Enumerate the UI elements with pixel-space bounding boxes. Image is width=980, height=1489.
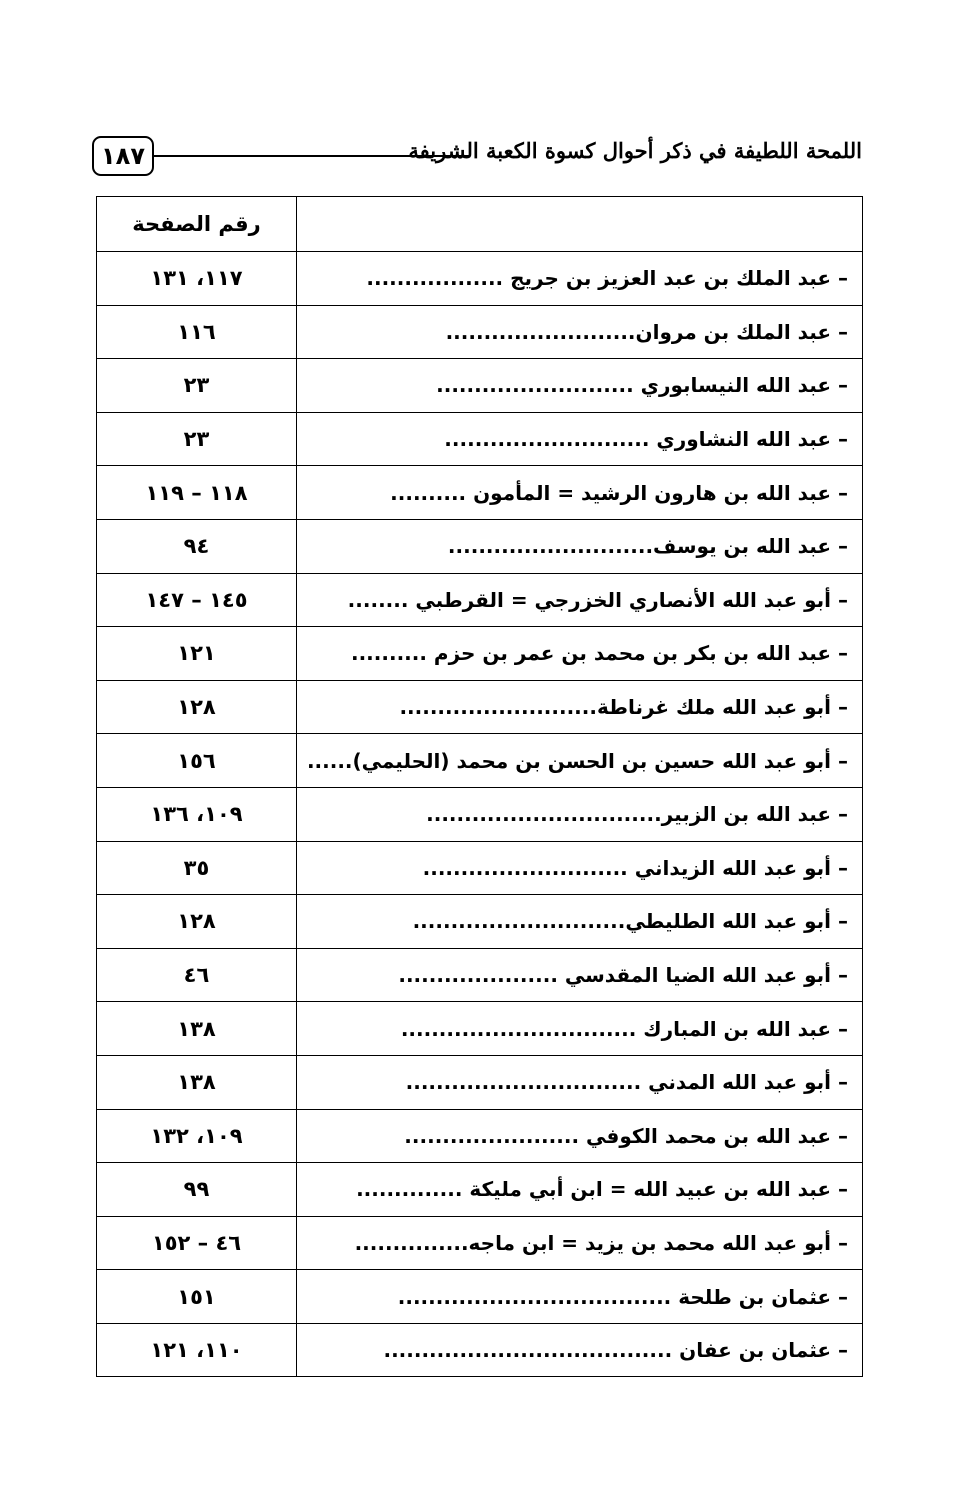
table-row (97, 573, 863, 627)
entry-name: – عبد الله بن المبارك ............................... (297, 1002, 863, 1056)
table-row (97, 841, 863, 895)
entry-pages: ١٠٩، ١٣٦ (97, 787, 297, 841)
table-row (97, 787, 863, 841)
entry-pages: ٢٣ (97, 359, 297, 413)
entry-name: – أبو عبد الله المدني ............................... (297, 1055, 863, 1109)
entry-name: – أبو عبد الله الزيداني ........................... (297, 841, 863, 895)
entry-pages: ١١٧، ١٣١ (97, 252, 297, 306)
entry-pages: ٤٦ – ١٥٢ (97, 1216, 297, 1270)
table-row (97, 1002, 863, 1056)
entry-name: – عبد الملك بن عبد العزيز بن جريج .................. (297, 252, 863, 306)
entry-pages: ١١٠، ١٢١ (97, 1323, 297, 1377)
entry-name: – عبد الله بن محمد الكوفي ....................... (297, 1109, 863, 1163)
entry-pages: ١٣٨ (97, 1055, 297, 1109)
table-row (97, 1323, 863, 1377)
entry-name: – عبد الله بن بكر بن محمد بن عمر بن حزم .......... (297, 627, 863, 681)
entry-pages: ٣٥ (97, 841, 297, 895)
entry-name: – عثمان بن طلحة .................................... (297, 1270, 863, 1324)
entry-name: – عبد الله بن الزبير............................... (297, 787, 863, 841)
table-row (97, 948, 863, 1002)
table-row (97, 1270, 863, 1324)
table-row (97, 895, 863, 949)
entry-name: – أبو عبد الله ملك غرناطة.......................... (297, 680, 863, 734)
entry-name: – أبو عبد الله حسين بن الحسن بن محمد (الحليمي)...... (297, 734, 863, 788)
entry-pages: ١٠٩، ١٣٢ (97, 1109, 297, 1163)
entry-pages: ١٥١ (97, 1270, 297, 1324)
entry-name: – أبو عبد الله الطليطي............................ (297, 895, 863, 949)
entry-name: – عبد الملك بن مروان......................... (297, 305, 863, 359)
table-row (97, 466, 863, 520)
entry-pages: ١٢١ (97, 627, 297, 681)
entry-pages: ١١٨ – ١١٩ (97, 466, 297, 520)
entry-name: – عبد الله النيسابوري .......................... (297, 359, 863, 413)
table-row (97, 305, 863, 359)
entry-pages: ٢٣ (97, 412, 297, 466)
table-header-row (97, 197, 863, 252)
name-column-header (297, 197, 863, 252)
table-row (97, 680, 863, 734)
page-number-box: ١٨٧ (92, 136, 154, 176)
table-row (97, 519, 863, 573)
entry-name: – عبد الله بن هارون الرشيد = المأمون .......... (297, 466, 863, 520)
entry-name: – أبو عبد الله الأنصاري الخزرجي = القرطبي ........ (297, 573, 863, 627)
table-row (97, 359, 863, 413)
table-row (97, 1163, 863, 1217)
entry-name: – أبو عبد الله الضيا المقدسي ..................... (297, 948, 863, 1002)
entry-name: – عثمان بن عفان ...................................... (297, 1323, 863, 1377)
entry-pages: ١١٦ (97, 305, 297, 359)
entry-pages: ١٤٥ – ١٤٧ (97, 573, 297, 627)
running-title: اللمحة اللطيفة في ذكر أحوال كسوة الكعبة الشريفة (408, 138, 862, 163)
entry-pages: ١٣٨ (97, 1002, 297, 1056)
entry-name: – أبو عبد الله محمد بن يزيد = ابن ماجه............... (297, 1216, 863, 1270)
running-header (92, 132, 862, 180)
entry-pages: ١٢٨ (97, 680, 297, 734)
table-row (97, 1055, 863, 1109)
table-row (97, 1216, 863, 1270)
entry-pages: ٩٤ (97, 519, 297, 573)
table-body (97, 252, 863, 1377)
table-row (97, 252, 863, 306)
page-column-header: رقم الصفحة (97, 197, 297, 252)
entry-name: – عبد الله بن يوسف........................... (297, 519, 863, 573)
entry-pages: ١٢٨ (97, 895, 297, 949)
entry-name: – عبد الله النشاوري ........................... (297, 412, 863, 466)
entry-pages: ١٥٦ (97, 734, 297, 788)
entry-name: – عبد الله بن عبيد الله = ابن أبي مليكة .............. (297, 1163, 863, 1217)
table-row (97, 734, 863, 788)
entry-pages: ٩٩ (97, 1163, 297, 1217)
table-row (97, 627, 863, 681)
entry-pages: ٤٦ (97, 948, 297, 1002)
name-index-table (96, 196, 863, 1377)
table-row (97, 1109, 863, 1163)
table-row (97, 412, 863, 466)
